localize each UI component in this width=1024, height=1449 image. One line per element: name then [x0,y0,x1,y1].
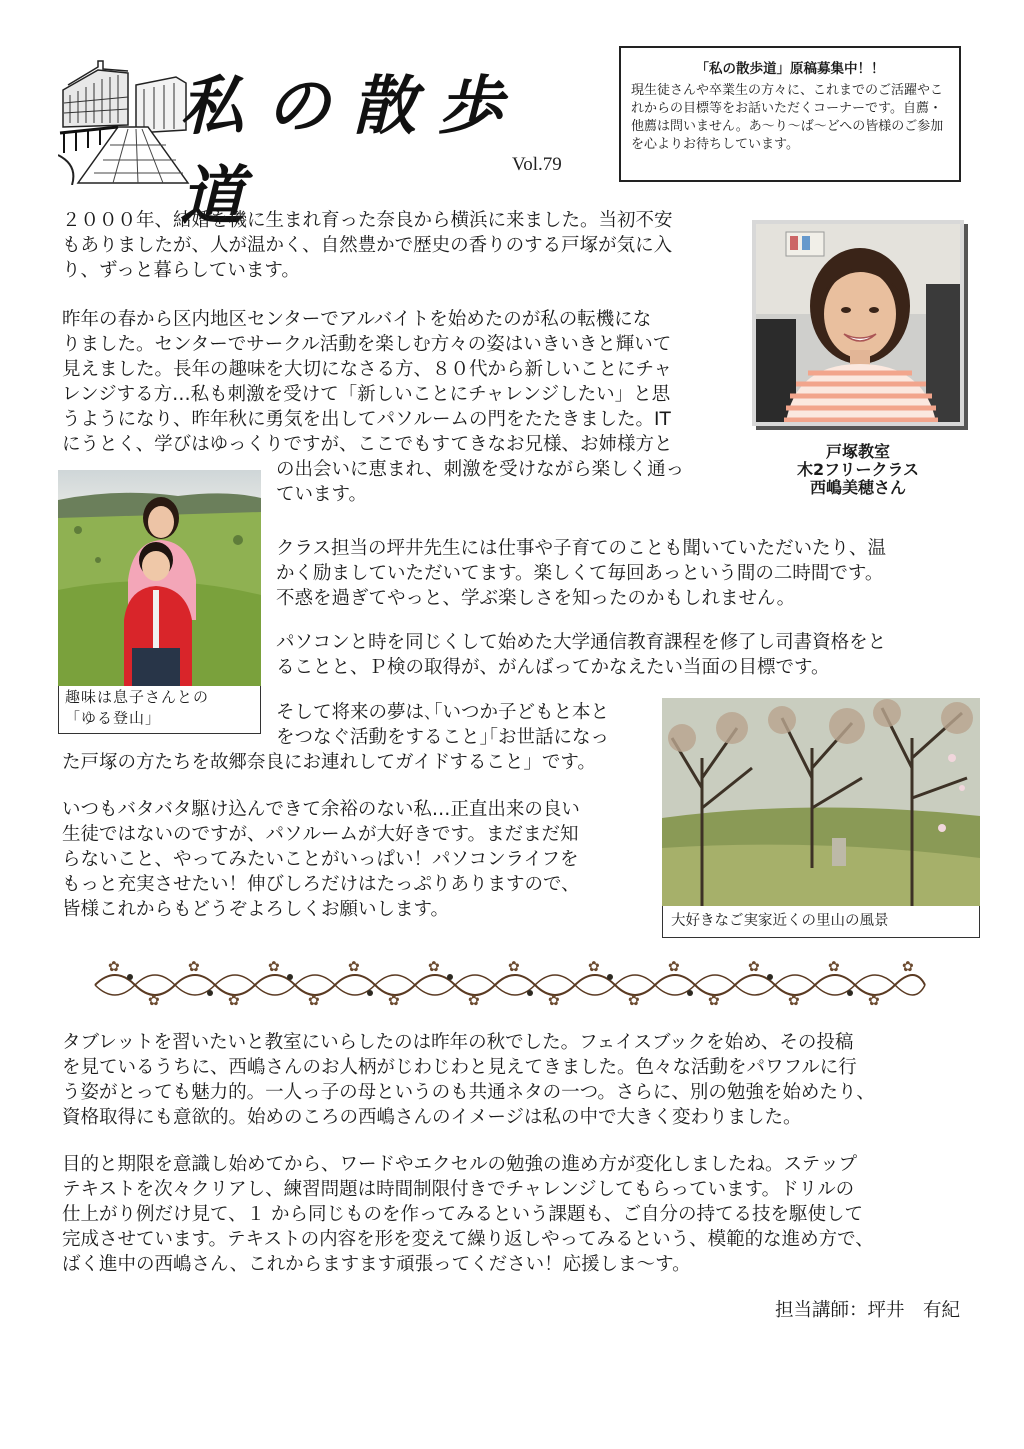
text-line: 不惑を過ぎてやっと、学ぶ楽しさを知ったのかもしれません。 [276,588,796,609]
portrait-caption-class: 木2フリークラス [796,460,919,479]
floral-vine-divider [90,955,930,1009]
text-line: かく励ましていただいてます。楽しくて毎回あっという間の二時間です。 [276,563,884,584]
text-line: レンジする方…私も刺激を受けて「新しいことにチャレンジしたい」と思 [62,384,671,405]
svg-text:✿: ✿ [188,959,200,975]
portrait-caption-name: 西嶋美穂さん [809,478,906,497]
portrait-caption [752,443,964,497]
masthead-title: 私の散歩道 [180,69,524,234]
hiking-caption-line: 趣味は息子さんとの [65,688,210,706]
svg-text:✿: ✿ [902,959,914,975]
text-line: ることと、Ｐ検の取得が、がんばってかなえたい当面の目標です。 [276,657,830,678]
article-paragraph-6 [62,797,662,922]
text-line: いつもバタバタ駆け込んできて余裕のない私…正直出来の良い [62,799,580,820]
svg-text:✿: ✿ [828,959,840,975]
text-line: そして将来の夢は､｢いつか子どもと本と [276,702,610,723]
text-line: り、ずっと暮らしています。 [62,260,300,281]
text-line: の出会いに恵まれ、刺激を受けながら楽しく通っ [276,459,685,480]
text-line: クラス担当の坪井先生には仕事や子育てのことも聞いていただいたり、温 [276,538,886,559]
text-line: りました。センターでサークル活動を楽しむ方々の姿はいきいきと輝いて [62,334,672,355]
hiking-photo [58,470,261,686]
volume-label: Vol.79 [512,154,562,175]
text-line: テキストを次々クリアし、練習問題は時間制限付きでチャレンジしてもらっています。ドリルの [62,1179,855,1200]
svg-text:✿: ✿ [268,959,280,975]
hiking-photo-caption [58,686,261,734]
svg-text:✿: ✿ [668,959,680,975]
recruitment-body: 現生徒さんや卒業生の方々に、これまでのご活躍やこれからの目標等をお話いただくコーナーです。自薦・他薦は問いません。あ～り～ば～どへの皆様のご参加を心よりお待ちしています。 [631,83,944,152]
text-line: た戸塚の方たちを故郷奈良にお連れしてガイドすること」です。 [62,752,596,773]
text-line: う姿がとっても魅力的。一人っ子の母というのも共通ネタの一つ。さらに、別の勉強を始めたり、 [62,1082,875,1103]
text-line: 生徒ではないのですが、パソルームが大好きです。まだまだ知 [62,824,579,845]
text-line: もっと充実させたい！伸びしろだけはたっぷりありますので、 [62,874,580,895]
text-line: 見えました。長年の趣味を大切になさる方、８０代から新しいことにチャ [62,359,672,380]
text-line: うようになり、昨年秋に勇気を出してパソルームの門をたたきました。IT [62,409,671,430]
text-line: もありましたが、人が温かく、自然豊かで歴史の香りのする戸塚が気に入 [62,235,673,256]
portrait-caption-classroom: 戸塚教室 [825,442,890,461]
recruitment-heading: 「私の散歩道」原稿募集中！！ [695,61,885,77]
teacher-signature: 担当講師：坪井 有紀 [774,1300,960,1321]
article-paragraph-3 [276,536,976,611]
article-paragraph-2-continued [276,457,752,507]
svg-text:✿: ✿ [788,993,800,1009]
text-line: 資格取得にも意欲的。始めのころの西嶋さんのイメージは私の中で大きく変わりました。 [62,1107,802,1128]
text-line: らないこと、やってみたいことがいっぱい！パソコンライフを [62,849,579,870]
text-line: 仕上がり例だけ見て、１ から同じものを作ってみるという課題も、ご自分の持てる技を駆使して [62,1204,864,1225]
svg-text:✿: ✿ [748,959,760,975]
recruitment-notice-box [619,46,961,182]
svg-text:✿: ✿ [548,993,560,1009]
article-paragraph-5 [276,700,656,750]
text-line: を見ているうちに、西嶋さんのお人柄がじわじわと見えてきました。色々な活動をパワフルに行 [62,1057,857,1078]
text-line: をつなぐ活動をすること｣｢お世話になっ [276,727,610,748]
svg-text:✿: ✿ [348,959,360,975]
text-line: 目的と期限を意識し始めてから、ワードやエクセルの勉強の進め方が変化しましたね。ステップ [62,1154,858,1175]
text-line: ２０００年、結婚を機に生まれ育った奈良から横浜に来ました。当初不安 [62,210,673,231]
svg-text:✿: ✿ [428,959,440,975]
svg-text:✿: ✿ [508,959,520,975]
svg-text:✿: ✿ [228,993,240,1009]
svg-text:✿: ✿ [868,993,880,1009]
text-line: ています。 [276,484,368,505]
svg-text:✿: ✿ [308,993,320,1009]
text-line: ばく進中の西嶋さん、これからますます頑張ってください！応援しま～す。 [62,1254,691,1275]
svg-text:✿: ✿ [468,993,480,1009]
svg-text:✿: ✿ [108,959,120,975]
teacher-note-paragraph-2 [62,1152,972,1277]
text-line: 完成させています。テキストの内容を形を変えて繰り返しやってみるという、模範的な進め方で、 [62,1229,874,1250]
svg-text:✿: ✿ [388,993,400,1009]
text-line: にうとく、学びはゆっくりですが、ここでもすてきなお兄様、お姉様方と [62,434,673,455]
text-line: 皆様これからもどうぞよろしくお願いします。 [62,899,450,920]
landscape-photo-caption: 大好きなご実家近くの里山の風景 [662,906,980,938]
landscape-photo [662,698,980,906]
svg-text:✿: ✿ [588,959,600,975]
text-line: タブレットを習いたいと教室にいらしたのは昨年の秋でした。フェイスブックを始め、その投稿 [62,1032,854,1053]
article-paragraph-2 [62,307,752,457]
portrait-photo [752,220,964,426]
street-sketch-illustration [58,55,193,185]
hiking-caption-line: 「ゆる登山」 [65,709,162,727]
svg-text:✿: ✿ [708,993,720,1009]
svg-text:✿: ✿ [148,993,160,1009]
article-paragraph-4 [276,630,976,680]
article-paragraph-5-continued [62,750,662,775]
svg-text:✿: ✿ [628,993,640,1009]
text-line: パソコンと時を同じくして始めた大学通信教育課程を修了し司書資格をと [276,632,887,653]
article-paragraph-1 [62,208,752,283]
text-line: 昨年の春から区内地区センターでアルバイトを始めたのが私の転機にな [62,309,652,330]
teacher-note-paragraph-1 [62,1030,972,1130]
